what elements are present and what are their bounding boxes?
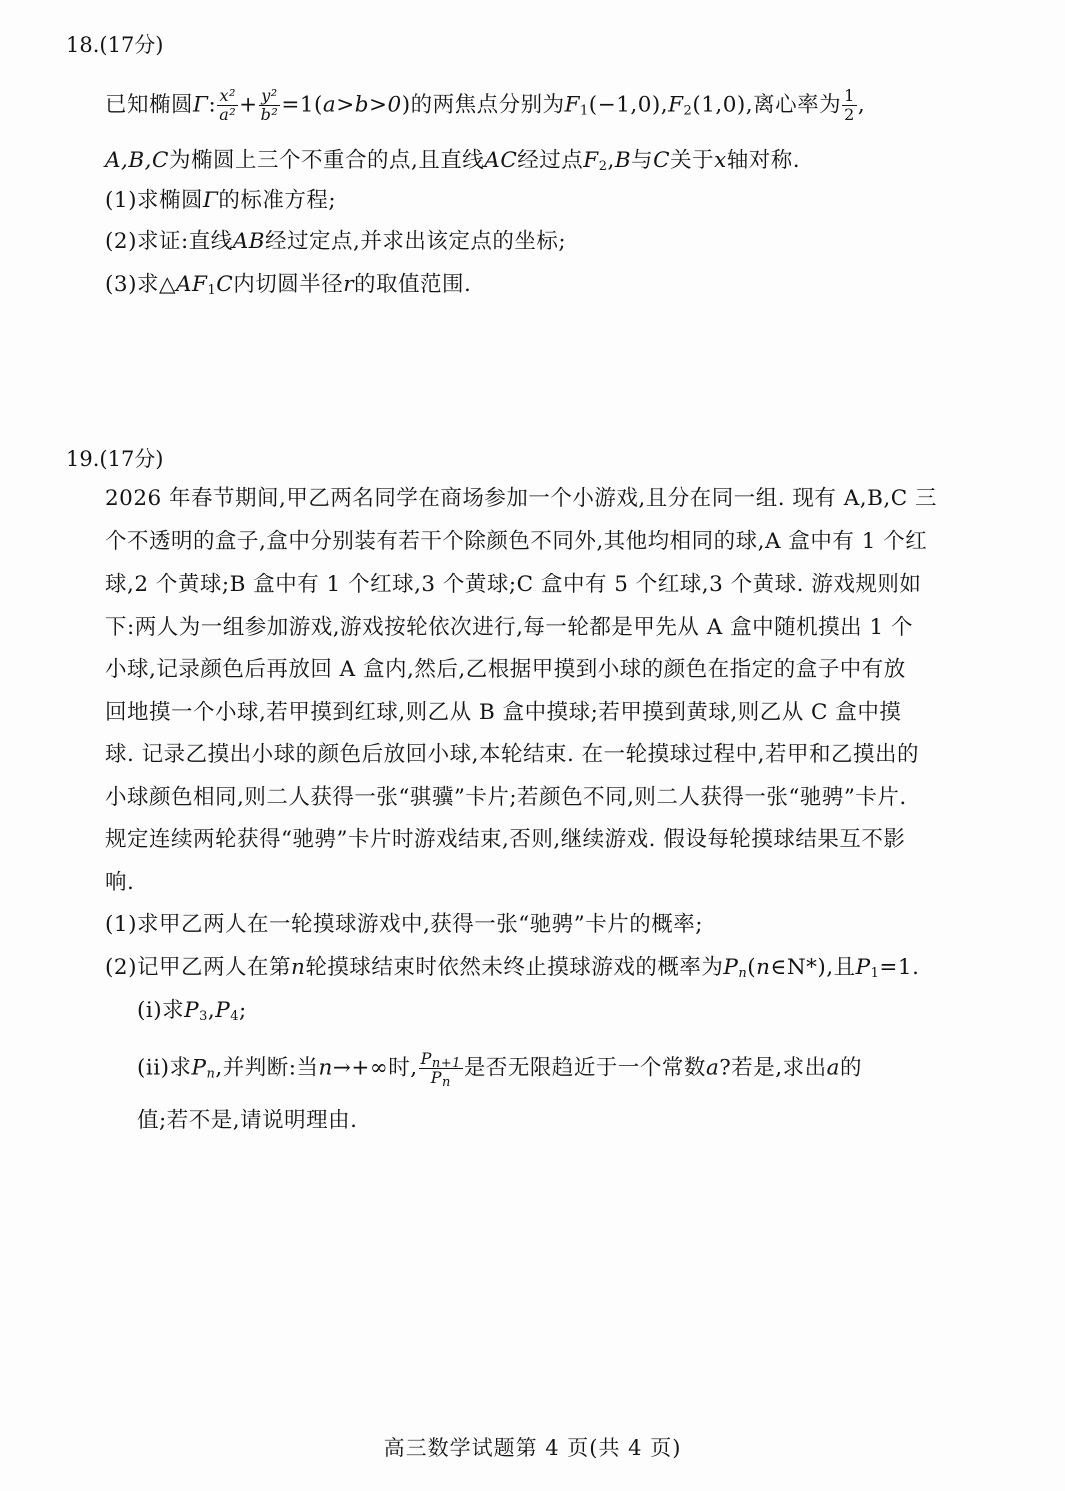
q18-text: 内切圆半径: [233, 272, 344, 297]
q19-last-line: 值;若不是,请说明理由.: [137, 1108, 358, 1133]
q18-text: 经过点: [517, 148, 584, 173]
prob-p: P: [191, 1055, 207, 1081]
one-half-fraction: [842, 87, 857, 124]
fraction-denominator: b²: [260, 105, 279, 124]
prob-p: P: [215, 998, 231, 1023]
fraction-denominator: 2: [844, 105, 855, 124]
line-ac: AC: [484, 148, 518, 173]
q18-text: (1)求椭圆: [105, 188, 203, 213]
q18-text: 为椭圆上三个不重合的点,且直线: [168, 148, 485, 173]
segment-af: AF: [176, 272, 208, 297]
q18-text: ,: [857, 92, 866, 118]
page-footer: 高三数学试题第 4 页(共 4 页): [383, 1436, 682, 1460]
focus-f1: F: [564, 92, 581, 118]
gamma-symbol: Γ: [193, 92, 209, 118]
radius-r: r: [343, 272, 354, 297]
q19-para-line: 球,2 个黄球;B 盒中有 1 个红球,3 个黄球;C 盒中有 5 个红球,3 个黄球. 游戏规则如: [105, 572, 922, 597]
q19-para-line: 响.: [105, 870, 135, 895]
q18-text: (2)求证:直线: [105, 229, 233, 254]
focus-f2: F: [583, 148, 599, 173]
subscript: 2: [598, 159, 608, 174]
focus-f2: F: [668, 92, 684, 118]
line-ab: AB: [232, 229, 266, 254]
q18-text: (3)求△: [105, 272, 176, 297]
prob-p: P: [723, 955, 739, 980]
prob-p: P: [420, 1049, 432, 1068]
q19-para-line: 下:两人为一组参加游戏,游戏按轮依次进行,每一轮都是甲先从 A 盒中随机摸出 1 个: [105, 615, 913, 640]
q19-para-line: 规定连续两轮获得“驰骋”卡片时游戏结束,否则,继续游戏. 假设每轮摸球结果互不影: [105, 827, 906, 852]
fraction-numerator: [419, 1050, 463, 1069]
subscript: 4: [230, 1009, 239, 1024]
q19-text: 是否无限趋近于一个常数: [463, 1055, 706, 1081]
point-c: C: [216, 272, 234, 297]
var-n: n: [318, 1055, 333, 1081]
q19-text: ,: [207, 998, 216, 1023]
prob-p: P: [430, 1068, 442, 1087]
points-abc: A,B,C: [105, 148, 169, 173]
q18-text: 的取值范围.: [353, 272, 472, 297]
q18-text: (1,0),离心率为: [692, 92, 842, 118]
q18-text: :: [208, 92, 217, 118]
q19-text: ,并判断:当: [215, 1055, 319, 1081]
plus-sign: +: [239, 92, 258, 118]
q18-text: 轴对称.: [726, 148, 801, 173]
q18-text: (−1,0),: [588, 92, 669, 118]
var-n: n: [756, 955, 771, 980]
y2-over-b2-fraction: [259, 87, 281, 124]
q19-para-line: 球. 记录乙摸出小球的颜色后放回小球,本轮结束. 在一轮摸球过程中,若甲和乙摸出的: [105, 742, 920, 767]
q19-part2: [105, 953, 919, 983]
q19-header: 19.(17分): [66, 447, 164, 471]
q18-part2: [105, 227, 566, 257]
subscript: 1: [870, 966, 880, 981]
x-axis-symbol: x: [714, 148, 727, 173]
q19-text: (i)求: [137, 998, 185, 1023]
q18-text: 已知椭圆: [105, 92, 194, 118]
q19-text: 轮摸球结束时依然未终止摸球游戏的概率为: [305, 955, 724, 980]
q18-text: 经过定点,并求出该定点的坐标;: [265, 229, 567, 254]
fraction-denominator: [419, 1068, 463, 1090]
fraction-numerator: 1: [844, 86, 855, 105]
q19-text: ?若是,求出: [719, 1055, 827, 1081]
point-c: C: [653, 148, 671, 173]
subscript: 1: [207, 283, 217, 298]
subscript: 2: [683, 103, 693, 119]
fraction-numerator: x²: [217, 87, 238, 106]
q18-header: 18.(17分): [66, 33, 164, 57]
q19-text: ∈N*),且: [770, 955, 856, 980]
q18-text: )的两焦点分别为: [401, 92, 565, 118]
q18-text: 关于: [670, 148, 715, 173]
q18-intro-line: [105, 87, 865, 124]
point-b: B: [614, 148, 632, 173]
ratio-fraction: [419, 1049, 463, 1090]
subscript: 3: [199, 1009, 208, 1024]
condition: a>b>0: [322, 92, 402, 118]
const-a: a: [826, 1055, 840, 1081]
subscript: n+1: [431, 1056, 461, 1071]
var-n: n: [290, 955, 306, 980]
q19-para-line: 回地摸一个小球,若甲摸到红球,则乙从 B 盒中摸球;若甲摸到黄球,则乙从 C 盒中摸: [105, 700, 902, 725]
subscript: n: [441, 1075, 451, 1090]
prob-p: P: [184, 998, 200, 1023]
q19-para-line: 个不透明的盒子,盒中分别装有若干个除颜色不同外,其他均相同的球,A 盒中有 1 个红: [105, 529, 928, 554]
gamma-symbol: Γ: [202, 188, 219, 213]
q19-text: (2)记甲乙两人在第: [105, 955, 291, 980]
q19-text: ;: [239, 998, 247, 1023]
q19-para-line: 小球,记录颜色后再放回 A 盒内,然后,乙根据甲摸到小球的颜色在指定的盒子中有放: [105, 657, 906, 682]
q18-line2: [105, 146, 800, 176]
q19-sub-ii: [137, 1049, 862, 1090]
q18-text: 与: [631, 148, 654, 173]
q18-part1: [105, 186, 336, 216]
q19-text: (ii)求: [137, 1055, 192, 1081]
q18-text: =1(: [281, 92, 323, 118]
const-a: a: [705, 1055, 720, 1081]
q18-text: 的标准方程;: [218, 188, 337, 213]
subscript: n: [738, 966, 748, 981]
q19-para-line: 小球颜色相同,则二人获得一张“骐骥”卡片;若颜色不同,则二人获得一张“驰骋”卡片.: [105, 785, 907, 810]
q19-text: =1.: [879, 955, 920, 980]
q19-sub-i: [137, 996, 247, 1026]
fraction-numerator: y²: [259, 87, 281, 106]
q19-text: →+∞时,: [332, 1055, 418, 1081]
subscript: 1: [580, 103, 589, 119]
q18-text: ,: [607, 148, 615, 173]
q19-text: 的: [839, 1055, 862, 1081]
subscript: n: [206, 1066, 216, 1082]
q19-para-line: 2026 年春节期间,甲乙两名同学在商场参加一个小游戏,且分在同一组. 现有 A,B,C 三: [105, 486, 938, 511]
prob-p: P: [855, 955, 871, 980]
x2-over-a2-fraction: [217, 87, 238, 124]
q19-text: (: [747, 955, 757, 980]
fraction-denominator: a²: [219, 105, 237, 124]
q18-part3: [105, 270, 471, 300]
q19-part1: (1)求甲乙两人在一轮摸球游戏中,获得一张“驰骋”卡片的概率;: [105, 912, 704, 937]
